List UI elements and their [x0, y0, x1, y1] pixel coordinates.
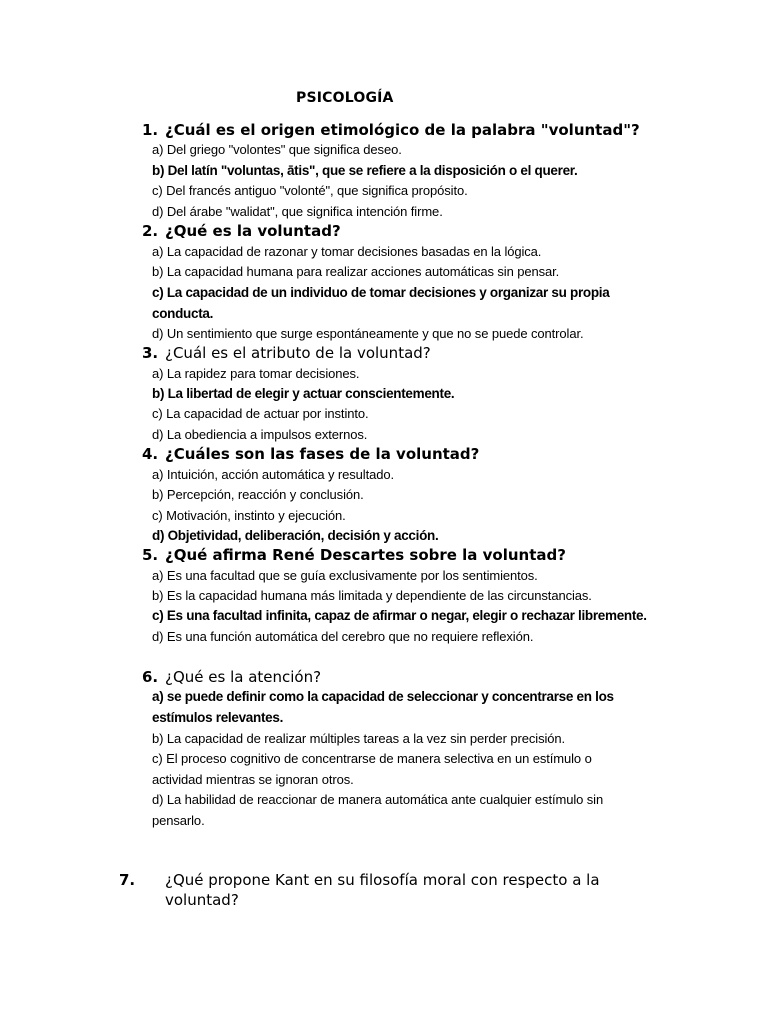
option-4c: c) Motivación, instinto y ejecución.	[152, 508, 346, 523]
question-number: 6.	[142, 668, 159, 686]
option-3a: a) La rapidez para tomar decisiones.	[152, 366, 360, 381]
question-5	[142, 545, 652, 565]
option-2b: b) La capacidad humana para realizar acciones automáticas sin pensar.	[152, 264, 560, 279]
question-text: ¿Cuáles son las fases de la voluntad?	[165, 445, 480, 463]
option-2c-correct: c) La capacidad de un individuo de tomar decisiones y organizar su propia conducta.	[152, 285, 610, 321]
question-number: 5.	[142, 546, 159, 564]
option-6c: c) El proceso cognitivo de concentrarse de manera selectiva en un estímulo o actividad mientras se ignoran otros.	[152, 751, 592, 787]
option-4a: a) Intuición, acción automática y resultado.	[152, 467, 395, 482]
question-7	[119, 870, 635, 910]
option-6b: b) La capacidad de realizar múltiples tareas a la vez sin perder precisión.	[152, 731, 566, 746]
question-text: ¿Cuál es el origen etimológico de la palabra "voluntad"?	[165, 121, 640, 139]
option-5b: b) Es la capacidad humana más limitada y dependiente de las circunstancias.	[152, 588, 592, 603]
option-1d: d) Del árabe "walidat", que significa intención firme.	[152, 204, 443, 219]
document-title: PSICOLOGÍA	[296, 90, 394, 106]
question-text: ¿Qué es la atención?	[165, 668, 322, 686]
question-text: ¿Qué afirma René Descartes sobre la voluntad?	[165, 546, 566, 564]
question-text: ¿Cuál es el atributo de la voluntad?	[165, 344, 431, 362]
option-5d: d) Es una función automática del cerebro que no requiere reflexión.	[152, 629, 534, 644]
question-4	[142, 444, 652, 464]
question-number: 7.	[119, 871, 136, 889]
question-2	[142, 221, 652, 241]
option-4d-correct: d) Objetividad, deliberación, decisión y acción.	[152, 528, 439, 543]
option-4b: b) Percepción, reacción y conclusión.	[152, 487, 364, 502]
option-3b-correct: b) La libertad de elegir y actuar conscientemente.	[152, 386, 455, 401]
question-6	[142, 667, 652, 687]
option-3d: d) La obediencia a impulsos externos.	[152, 427, 368, 442]
option-5c-correct: c) Es una facultad infinita, capaz de afirmar o negar, elegir o rechazar libremente.	[152, 608, 647, 623]
question-number: 4.	[142, 445, 159, 463]
question-number: 3.	[142, 344, 159, 362]
question-text: ¿Qué propone Kant en su filosofía moral con respecto a la voluntad?	[165, 871, 600, 909]
question-text: ¿Qué es la voluntad?	[165, 222, 341, 240]
option-6a-correct: a) se puede definir como la capacidad de seleccionar y concentrarse en los estímulos relevantes.	[152, 689, 614, 725]
option-2a: a) La capacidad de razonar y tomar decisiones basadas en la lógica.	[152, 244, 542, 259]
option-1b-correct: b) Del latín "voluntas, ātis", que se refiere a la disposición o el querer.	[152, 163, 578, 178]
question-1	[142, 120, 652, 140]
question-number: 2.	[142, 222, 159, 240]
question-3	[142, 343, 652, 363]
option-1a: a) Del griego "volontes" que significa deseo.	[152, 142, 402, 157]
option-5a: a) Es una facultad que se guía exclusivamente por los sentimientos.	[152, 568, 538, 583]
question-number: 1.	[142, 121, 159, 139]
option-6d: d) La habilidad de reaccionar de manera automática ante cualquier estímulo sin pensarlo.	[152, 792, 604, 828]
option-1c: c) Del francés antiguo "volonté", que significa propósito.	[152, 183, 468, 198]
option-2d: d) Un sentimiento que surge espontáneamente y que no se puede controlar.	[152, 326, 584, 341]
option-3c: c) La capacidad de actuar por instinto.	[152, 406, 369, 421]
